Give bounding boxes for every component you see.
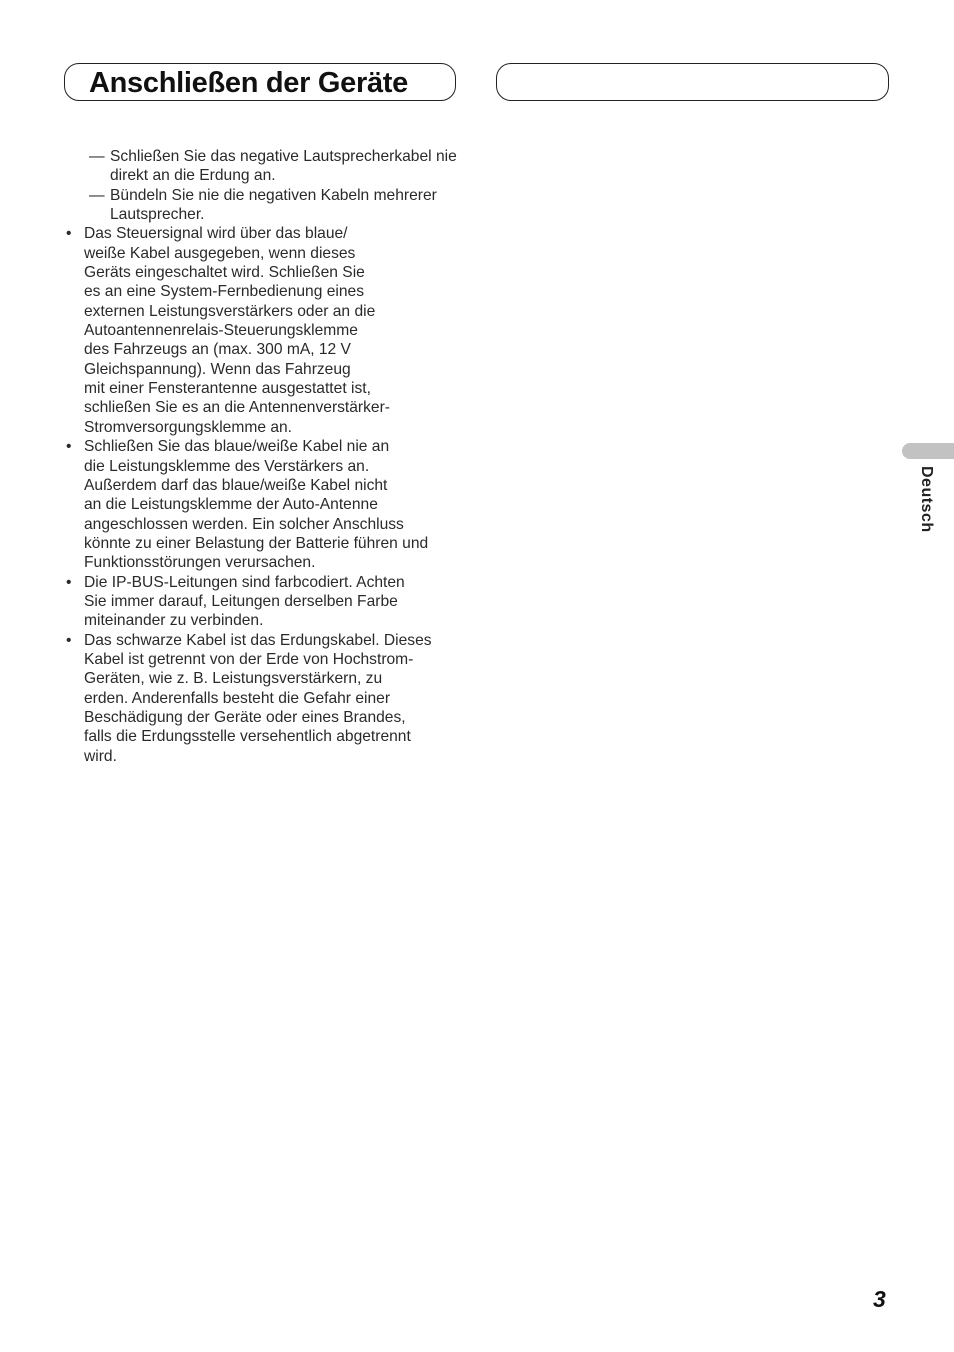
- bullet-line: die Leistungsklemme des Verstärkers an.: [84, 457, 370, 475]
- bullet-item: [64, 224, 464, 437]
- bullet-line: Das Steuersignal wird über das blaue/: [84, 225, 348, 243]
- sub-note-item: [64, 147, 464, 186]
- bullet-line: Funktionsstörungen verursachen.: [84, 554, 316, 572]
- bullet-line: Das schwarze Kabel ist das Erdungskabel. Dieses: [84, 631, 432, 649]
- dash-marker: —: [89, 148, 105, 165]
- bullet-line: Stromversorgungsklemme an.: [84, 418, 292, 436]
- bullet-line: externen Leistungsverstärkers oder an die: [84, 302, 376, 320]
- bullet-line: erden. Anderenfalls besteht die Gefahr einer: [84, 689, 391, 707]
- bullet-line: falls die Erdungsstelle versehentlich abgetrennt: [84, 728, 411, 746]
- bullet-line: miteinander zu verbinden.: [84, 612, 264, 630]
- bullet-line: Schließen Sie das blaue/weiße Kabel nie an: [84, 438, 390, 456]
- bullet-line: könnte zu einer Belastung der Batterie führen und: [84, 534, 429, 552]
- bullet-line: angeschlossen werden. Ein solcher Anschluss: [84, 515, 404, 533]
- bullet-line: Gleichspannung). Wenn das Fahrzeug: [84, 360, 351, 378]
- main-text-column: [64, 147, 464, 766]
- dash-marker: —: [89, 186, 105, 204]
- page-title: Anschließen der Geräte: [89, 67, 408, 99]
- bullet-line: Geräten, wie z. B. Leistungsverstärkern, zu: [84, 670, 383, 688]
- bullet-line: wird.: [84, 747, 117, 765]
- bullet-marker: •: [66, 631, 72, 649]
- bullet-line: Autoantennenrelais-Steuerungsklemme: [84, 322, 358, 340]
- section-title-box: [64, 63, 456, 101]
- bullet-line: Die IP-BUS-Leitungen sind farbcodiert. Achten: [84, 573, 405, 591]
- bullet-line: Geräts eingeschaltet wird. Schließen Sie: [84, 264, 365, 282]
- bullet-line: es an eine System-Fernbedienung eines: [84, 283, 364, 301]
- bullet-item: [64, 573, 464, 631]
- language-tab-marker: [902, 443, 954, 459]
- bullet-item: [64, 631, 464, 766]
- bullet-line: Sie immer darauf, Leitungen derselben Farbe: [84, 592, 398, 610]
- bullet-item: [64, 437, 464, 572]
- header-right-box: [496, 63, 889, 101]
- sub-note-text: Bündeln Sie nie die negativen Kabeln mehrerer Lautsprecher.: [110, 186, 437, 224]
- language-label: Deutsch: [918, 466, 935, 533]
- bullet-line: Beschädigung der Geräte oder eines Brandes,: [84, 708, 406, 726]
- bullet-line: an die Leistungsklemme der Auto-Antenne: [84, 496, 378, 514]
- bullet-line: des Fahrzeugs an (max. 300 mA, 12 V: [84, 341, 351, 359]
- sub-note-text: Schließen Sie das negative Lautsprecherkabel nie direkt an die Erdung an.: [110, 148, 457, 185]
- bullet-marker: •: [66, 225, 72, 243]
- bullet-line: schließen Sie es an die Antennenverstärker-: [84, 399, 390, 417]
- bullet-line: Kabel ist getrennt von der Erde von Hochstrom-: [84, 650, 414, 668]
- page-number: 3: [873, 1286, 886, 1312]
- bullet-line: Außerdem darf das blaue/weiße Kabel nicht: [84, 476, 388, 494]
- bullet-marker: •: [66, 438, 72, 456]
- bullet-marker: •: [66, 573, 72, 591]
- sub-note-item: [64, 186, 464, 225]
- bullet-line: weiße Kabel ausgegeben, wenn dieses: [84, 244, 356, 262]
- bullet-line: mit einer Fensterantenne ausgestattet ist,: [84, 380, 371, 398]
